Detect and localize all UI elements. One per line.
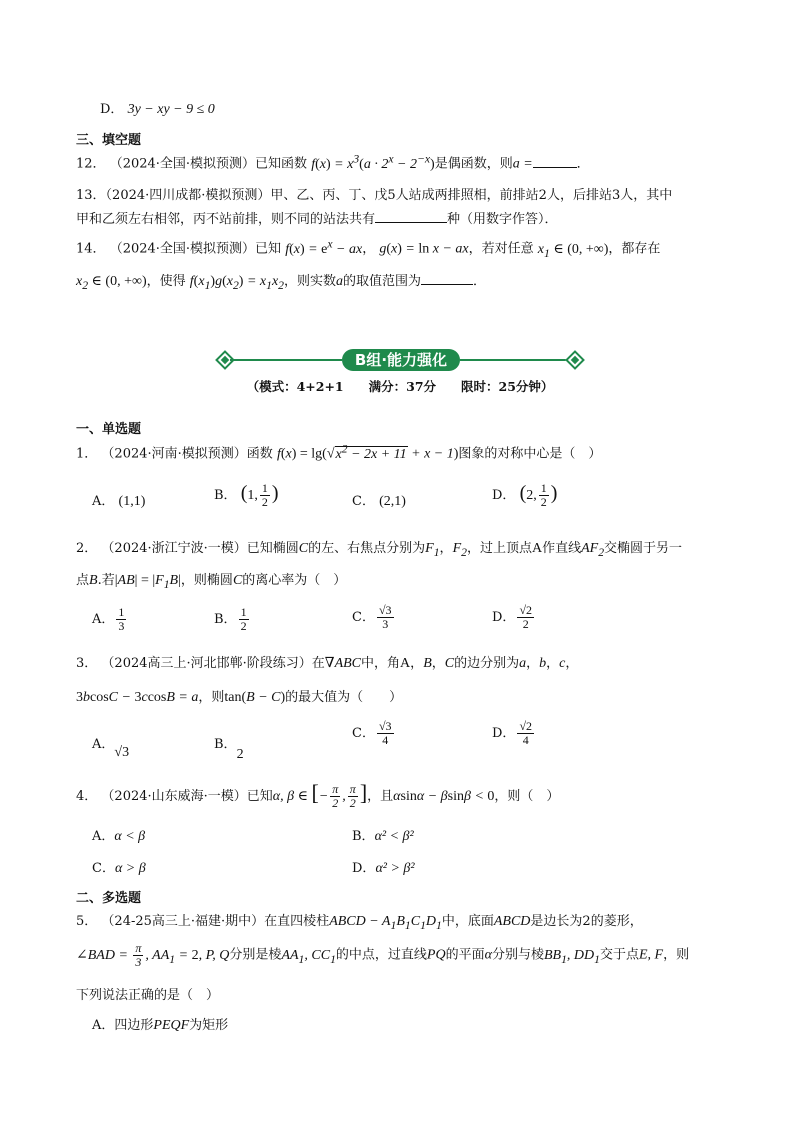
option-label: A．四边形 [92, 1018, 154, 1033]
question-5 [76, 910, 643, 932]
math-condition: $|AB| = |F_1B|$ [114, 573, 181, 591]
option-value: α² > β² [375, 861, 415, 876]
question-text: 中，角 [361, 656, 401, 671]
question-number: 14． [76, 241, 106, 257]
option-value: (1,1) [118, 494, 146, 509]
paren: ( [240, 482, 248, 504]
math-conditions: ∠BAD = $\frac{\pi}{3}$ , $AA_1 = 2$, P, Q [76, 941, 230, 969]
paren: ) [550, 482, 558, 504]
question-2: 2． （2024·浙江宁波·一模）已知椭圆C的左、右焦点分别为$F_1$，$F_2$，过上顶点A作直线$AF_2$交椭圆于另一 [76, 541, 683, 559]
question-text: 分别与棱 [491, 947, 544, 963]
q1-option-b[interactable] [214, 482, 279, 509]
math-inequality: αsinα − βsinβ < 0 [393, 789, 495, 804]
option-label: A． [92, 829, 115, 844]
option-label: C． [352, 610, 375, 625]
question-text: 下列说法正确的是（ ） [76, 988, 220, 1003]
answer-blank[interactable] [375, 210, 447, 223]
q5-option-a[interactable] [92, 1014, 228, 1034]
option-label: B． [214, 612, 237, 627]
math-AF2: $AF_2$ [581, 541, 605, 559]
q2-option-c[interactable] [352, 604, 396, 631]
option-label: D． [492, 488, 516, 503]
option-label: A． [92, 494, 115, 509]
q2-option-d[interactable] [492, 604, 536, 631]
fraction: $\frac{1}{3}$ [118, 605, 125, 633]
question-text: ， [546, 656, 560, 671]
question-2-line2 [76, 569, 346, 591]
q4-option-a[interactable] [92, 825, 145, 845]
question-4 [76, 780, 559, 810]
math-EF: E, F [638, 947, 664, 963]
q4-option-d[interactable] [352, 857, 415, 877]
option-label: B． [214, 737, 237, 752]
q2-option-b[interactable] [214, 606, 251, 633]
fraction: $\frac{√3}{3}$ [378, 603, 392, 631]
question-3-line2 [76, 686, 402, 706]
question-text: 是偶函数，则 [434, 156, 513, 172]
fraction: $\frac{1}{2}$ [261, 481, 268, 509]
question-text: .若 [97, 573, 115, 588]
question-number: 1． [76, 446, 98, 462]
question-text: 交于点 [599, 947, 639, 963]
question-text: 种（用数字作答）． [447, 212, 558, 227]
math-g: g(x) = ln x − ax [379, 241, 469, 257]
math-prism: ABCD − $A_1B_1C_1D_1$ [329, 914, 442, 932]
math-PEQF: PEQF [153, 1018, 190, 1033]
question-text: ，且 [367, 789, 394, 804]
math-x1: $x_1$ ∈ (0, +∞) [537, 241, 609, 260]
math-x2: $x_2$ ∈ (0, +∞) [76, 274, 147, 292]
question-number: 12． [76, 156, 106, 172]
math-f: $f(x) = e^x$ − ax [285, 237, 363, 257]
question-text: 中，底面 [441, 914, 494, 929]
q4-option-b[interactable] [352, 825, 414, 845]
math-equation: 3bcosC − 3ccosB = a [76, 690, 199, 705]
math-a: a [336, 274, 344, 289]
question-text: 的中点，过直线 [335, 947, 427, 963]
q3-option-a[interactable] [92, 733, 130, 760]
question-text: ，都存在 [608, 241, 661, 257]
question-13 [76, 184, 672, 203]
group-b-banner [216, 349, 584, 371]
question-number: 2． [76, 541, 98, 556]
question-text: ，若对任意 [468, 241, 534, 257]
option-label: C． [352, 726, 375, 741]
math-a: a = [512, 156, 533, 172]
q2-option-a[interactable] [92, 606, 128, 633]
math-PQ: PQ [426, 947, 446, 963]
question-text: 图象的对称中心是（ ） [458, 446, 602, 462]
q3-option-b[interactable] [214, 733, 244, 762]
question-text: 函数 [246, 446, 273, 462]
question-text: 已知椭圆 [246, 541, 299, 556]
question-text: 的边分别为 [454, 656, 520, 671]
fraction: $\frac{1}{2}$ [540, 481, 547, 509]
question-text: 的取值范围为 [343, 274, 422, 289]
question-text: 的离心率为（ ） [242, 573, 347, 588]
math-C: C [298, 541, 309, 556]
question-text: ，过上顶点 [466, 541, 532, 556]
q4-option-c[interactable] [92, 857, 146, 877]
question-3 [76, 652, 578, 672]
math-C: C [232, 573, 243, 588]
option-value: (2,1) [379, 494, 406, 509]
option-label: A． [92, 737, 115, 752]
answer-blank[interactable] [421, 272, 473, 285]
math-B: B [89, 573, 98, 588]
question-text: 在 [311, 656, 325, 671]
divider-left [230, 359, 342, 361]
question-text: 的左、右焦点分别为 [308, 541, 426, 556]
math-A: A [400, 656, 411, 671]
question-14 [76, 237, 660, 259]
question-5-line3 [76, 984, 219, 1003]
question-5-line2 [76, 942, 689, 969]
question-text: ，则 [198, 690, 225, 705]
question-text: ， [431, 656, 445, 671]
math-alpha: α [484, 947, 492, 963]
banner-title: B组·能力强化 [342, 349, 460, 371]
option-value: α > β [114, 861, 146, 876]
fraction: $\frac{1}{2}$ [240, 605, 247, 633]
question-text: ． [473, 274, 487, 289]
question-text: 已知 [246, 789, 273, 804]
question-source: （2024·山东威海·一模） [101, 789, 247, 804]
q11-option-d [100, 98, 215, 118]
option-value: 1, [247, 488, 258, 503]
fraction: $\frac{√3}{4}$ [378, 719, 392, 747]
math-tan: tan(B − C) [224, 690, 286, 705]
question-text: 交椭圆于另一 [604, 541, 683, 556]
question-text: ， [410, 656, 424, 671]
question-text: 甲和乙须左右相邻，丙不站前排，则不同的站法共有 [76, 212, 376, 227]
math-C: C [444, 656, 455, 671]
question-text: 的最大值为（ ） [285, 690, 403, 705]
option-label: C． [92, 861, 115, 876]
question-text: 点 [76, 573, 90, 588]
math-edges: $AA_1$, $CC_1$ [281, 947, 336, 966]
question-12 [76, 152, 590, 173]
math-a: a [519, 656, 527, 671]
banner-subtitle: （模式：4+2+1 满分：37分 限时：25分钟） [246, 379, 554, 394]
question-text: ， [526, 656, 540, 671]
option-value: α² < β² [374, 829, 414, 844]
question-1 [76, 442, 601, 463]
question-number: 5． [76, 914, 98, 929]
question-source: （24-25高三上·福建·期中） [101, 914, 265, 929]
q3-option-c[interactable] [352, 720, 396, 747]
question-text: ， [362, 241, 376, 257]
question-text: ，则 [663, 947, 690, 963]
section-title-fill-blank: 三、填空题 [76, 133, 142, 148]
q1-option-d[interactable] [492, 482, 557, 509]
math-B: B [423, 656, 432, 671]
section-title-multiple-choice: 二、多选题 [76, 891, 142, 906]
divider-right [460, 359, 570, 361]
option-value: 2, [526, 488, 537, 503]
q3-option-d[interactable] [492, 720, 536, 747]
math-condition: $f(x_1)g(x_2) = x_1x_2$ [189, 274, 284, 292]
question-text: ，则（ ） [494, 789, 560, 804]
option-label: D． [492, 610, 516, 625]
option-label: D． [352, 861, 376, 876]
answer-blank[interactable] [533, 155, 577, 168]
question-number: 4． [76, 789, 98, 804]
q1-option-a[interactable] [92, 490, 145, 510]
question-source: （2024·河南·模拟预测） [101, 446, 247, 462]
math-F2: $F_2$ [452, 541, 467, 559]
fraction: $\frac{√2}{4}$ [519, 719, 533, 747]
question-text: 是边长为2的菱形， [530, 914, 643, 929]
math-c: c [559, 656, 566, 671]
math-expression: $f(x) = \lg(√x^2 - 2x + 11 + x - 1)$ [276, 442, 459, 462]
question-text: 的平面 [445, 947, 485, 963]
question-number: 13． [76, 188, 106, 203]
math-ABCD: ABCD [493, 914, 531, 929]
question-text: 已知 [255, 241, 282, 257]
option-label: A． [92, 612, 115, 627]
question-13-line2 [76, 208, 558, 227]
option-value: 2 [236, 747, 244, 762]
option-label: C． [352, 494, 375, 509]
question-text: ． [576, 156, 590, 172]
math-F1: $F_1$ [425, 541, 440, 559]
paren: ( [519, 482, 527, 504]
diamond-right-icon [565, 350, 585, 370]
question-source: （2024高三上·河北邯郸·阶段练习） [101, 656, 312, 671]
math-edges2: $BB_1$, $DD_1$ [543, 947, 600, 966]
option-value: √3 [114, 745, 130, 760]
question-text: ，则椭圆 [180, 573, 233, 588]
question-text: ，则实数 [284, 274, 337, 289]
question-text: ， [565, 656, 579, 671]
paren: ) [271, 482, 279, 504]
math-b: b [539, 656, 547, 671]
math-interval: α, β ∈ [− $\frac{\pi}{2}$ , $\frac{\pi}{2}$ ] [272, 780, 368, 811]
option-value: α < β [114, 829, 146, 844]
question-14-line2 [76, 270, 486, 292]
fraction: $\frac{√2}{2}$ [519, 603, 533, 631]
question-text: 作直线 [542, 541, 582, 556]
question-text: 分别是棱 [229, 947, 282, 963]
question-text: 已知函数 [255, 156, 308, 172]
option-label: B． [352, 829, 375, 844]
question-source: （2024·全国·模拟预测） [109, 156, 256, 172]
option-label: D． [492, 726, 516, 741]
question-text: ，使得 [146, 274, 186, 289]
math-A: A [531, 541, 543, 556]
option-text: 为矩形 [189, 1018, 229, 1033]
option-math: 3y − xy − 9 ≤ 0 [127, 102, 215, 117]
question-source: （2024·浙江宁波·一模） [101, 541, 247, 556]
question-text: （2024·四川成都·模拟预测）甲、乙、丙、丁、戊5人站成两排照相，前排站2人，后排站3人，其中 [105, 188, 673, 203]
option-label: D． [100, 102, 124, 117]
question-source: （2024·全国·模拟预测） [109, 241, 256, 257]
question-text: 在直四棱柱 [264, 914, 330, 929]
q1-option-c[interactable] [352, 490, 406, 510]
math-triangle: ∇ABC [324, 656, 362, 671]
option-label: B． [214, 488, 237, 503]
math-expression: $f(x) = x^3(a \cdot 2^x - 2^{-x})$ [311, 152, 435, 172]
section-title-single-choice: 一、单选题 [76, 422, 142, 437]
question-number: 3． [76, 656, 98, 671]
